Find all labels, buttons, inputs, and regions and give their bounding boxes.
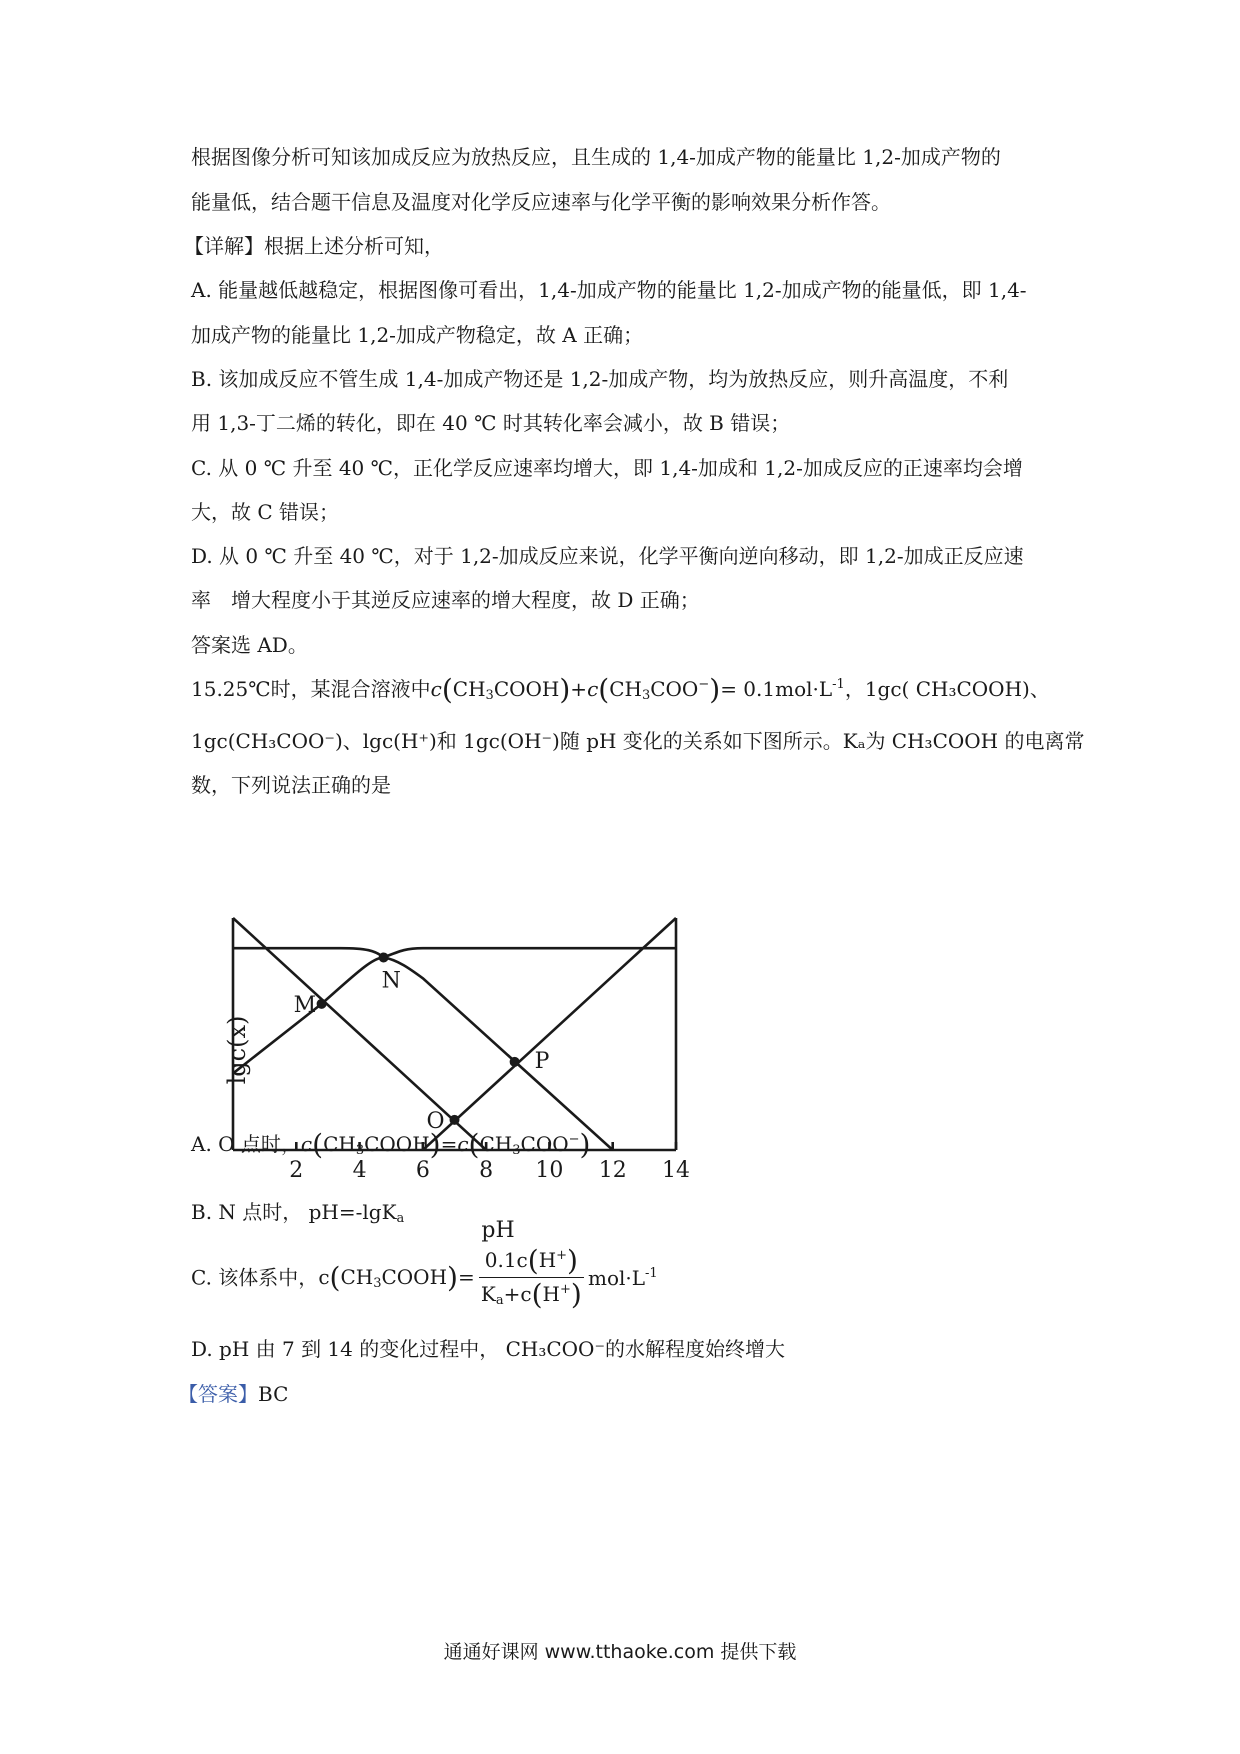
point-M [317, 999, 327, 1009]
analysis-line-2: 能量低，结合题干信息及温度对化学反应速率与化学平衡的影响效果分析作答。 [191, 190, 891, 214]
option-b-q15: B. N 点时， pH=-lgK$_a$ [191, 1200, 405, 1226]
x-tick-label-2: 2 [289, 1158, 304, 1183]
option-a-line-1: A. 能量越低越稳定，根据图像可看出，1,4-加成产物的能量比 1,2-加成产物的能量低，即 1,4- [191, 278, 1027, 302]
option-c-q15: C. 该体系中，$c(CH_3COOH)=$ $\frac{0.1c(H^+)}{K_a+c(H^+)}$ $mol\cdot L^{-1}$ [191, 1244, 658, 1311]
x-tick-label-6: 6 [415, 1158, 430, 1183]
x-axis-label: pH [481, 1218, 515, 1243]
concentration-sum: = 0.1mol·L [720, 677, 833, 701]
answer-line [178, 1380, 1048, 1408]
x-tick-label-10: 10 [535, 1158, 564, 1183]
footer: 通通好课网 www.tthaoke.com 提供下载 [443, 1641, 797, 1663]
series-lgc-oh [423, 918, 676, 1150]
option-c-line-1: C. 从 0 ℃ 升至 40 ℃，正化学反应速率均增大，即 1,4-加成和 1,2-加成反应的正速率均会增 [191, 456, 1023, 480]
option-a-line-2: 加成产物的能量比 1,2-加成产物稳定，故 A 正确； [191, 323, 644, 347]
option-d-q15: D. pH 由 7 到 14 的变化过程中， CH₃COO⁻的水解程度始终增大 [191, 1337, 786, 1361]
option-b-line-1: B. 该加成反应不管生成 1,4-加成产物还是 1,2-加成产物，均为放热反应，则升高温度，不利 [191, 367, 1009, 391]
option-a-q15: A. O 点时，$c(CH_3COOH)=c(CH_3COO^-)$ [191, 1128, 591, 1161]
series-lgc-h [233, 918, 486, 1150]
option-d-line-2: 率 增大程度小于其逆反应速率的增大程度，故 D 正确； [191, 588, 700, 612]
analysis-line-1: 根据图像分析可知该加成反应为放热反应，且生成的 1,4-加成产物的能量比 1,2-加成产物的 [191, 145, 1001, 169]
point-P [510, 1057, 520, 1067]
previous-answer: 答案选 AD。 [191, 633, 308, 657]
point-O [450, 1115, 460, 1125]
point-label-P: P [534, 1048, 550, 1074]
point-N [379, 952, 389, 962]
question-15-tail: ，1gc( CH₃COOH)、 [844, 677, 1050, 701]
question-15-number: 15.25℃时，某混合溶液中 [191, 677, 431, 701]
y-axis-label: lgc(x) [223, 1015, 251, 1085]
answer-tag: 【答案】 [178, 1382, 258, 1406]
point-label-N: N [381, 968, 401, 994]
option-d-line-1: D. 从 0 ℃ 升至 40 ℃，对于 1,2-加成反应来说，化学平衡向逆向移动，即 1,2-加成正反应速 [191, 544, 1024, 568]
detail-heading: 【详解】根据上述分析可知， [184, 234, 444, 258]
option-c-line-2: 大，故 C 错误； [191, 500, 340, 524]
option-c-fraction: $\frac{0.1c(H^+)}{K_a+c(H^+)}$ [479, 1246, 584, 1309]
answer-value: BC [258, 1382, 289, 1406]
x-tick-label-8: 8 [479, 1158, 494, 1183]
point-label-O: O [426, 1108, 445, 1134]
question-15-line-1: 15.25℃时，某混合溶液中$c(CH_3COOH)+c(CH_3COO^-)= 0.1mol\cdot L^{-1}$，1gc( CH₃COOH)、 [191, 673, 1050, 706]
x-tick-label-4: 4 [352, 1158, 367, 1183]
point-label-M: M [293, 992, 317, 1018]
x-tick-label-14: 14 [662, 1158, 690, 1183]
option-b-line-2: 用 1,3-丁二烯的转化，即在 40 ℃ 时其转化率会减小，故 B 错误； [191, 411, 791, 435]
question-15-line-3: 数，下列说法正确的是 [191, 773, 391, 797]
lgc-ph-chart [213, 910, 788, 1245]
series-lgc-ch3cooh [233, 948, 613, 1150]
question-15-line-2: 1gc(CH₃COO⁻)、lgc(H⁺)和 1gc(OH⁻)随 pH 变化的关系如下图所示。Kₐ为 CH₃COOH 的电离常 [191, 729, 1085, 753]
x-tick-label-12: 12 [598, 1158, 627, 1183]
